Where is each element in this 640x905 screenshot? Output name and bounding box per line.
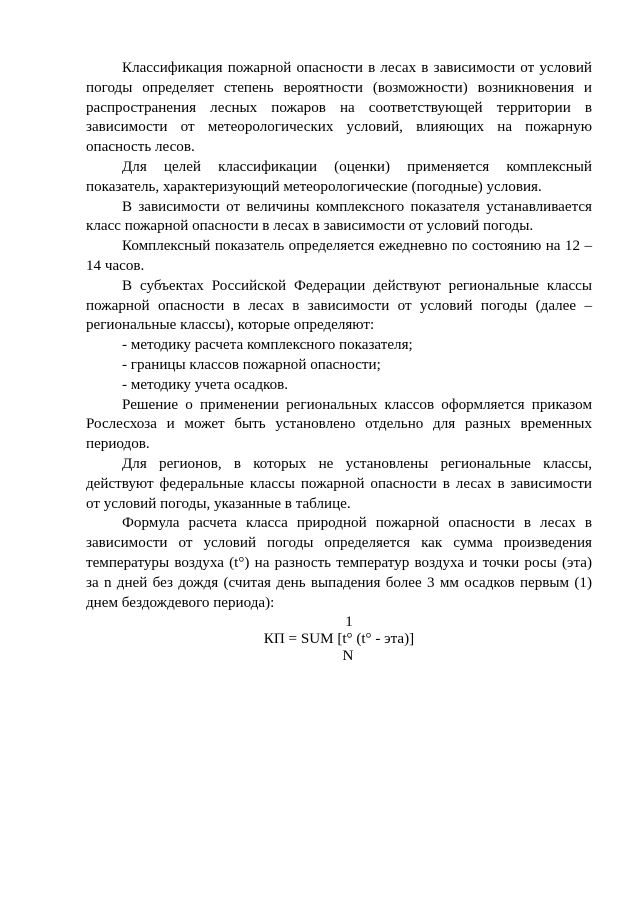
paragraph-regional-classes: В субъектах Российской Федерации действуют региональные классы пожарной опасности в лесах в зависимости от условий погоды (далее – региональные классы), которые определяют: [86,277,592,334]
paragraph-formula-description: Формула расчета класса природной пожарной опасности в лесах в зависимости от условий погоды определяется как сумма произведения температуры воздуха (t°) на разность температур воздуха и точки росы (эта) за n дней без дождя (считая день выпадения более 3 мм осадков первым (1) днем бездождевого периода): [86,515,592,611]
formula-block [86,614,592,665]
paragraph-rosleskhoz-order: Решение о применении региональных классов оформляется приказом Рослесхоза и может быть установлено отдельно для разных временных периодов. [86,396,592,453]
paragraph-complex-indicator: Для целей классификации (оценки) применяется комплексный показатель, характеризующий метеорологичеcкие (погодные) условия. [86,158,592,195]
paragraph-federal-classes: Для регионов, в которых не установлены региональные классы, действуют федеральные классы пожарной опасности в лесах в зависимости от условий погоды, указанные в таблице. [86,455,592,512]
formula-expression: КП = SUM [t° (t° - эта)] [263,631,415,648]
paragraph-daily-calculation: Комплексный показатель определяется ежедневно по состоянию на 12 – 14 часов. [86,238,592,274]
paragraph-classification-definition: Классификация пожарной опасности в лесах в зависимости от условий погоды определяет степень вероятности (возможности) возникновения и распространения лесных пожаров на соответствующей территории в зависимости от метеорологических условий, влияющих на пожарную опасность лесов. [86,60,592,156]
list-item-calculation-method: - методику расчета комплексного показателя; [122,337,413,354]
paragraph-class-dependency: В зависимости от величины комплексного показателя устанавливается класс пожарной опасности в лесах в зависимости от условий погоды. [86,198,592,235]
formula-denominator: N [342,648,354,665]
document-page [86,59,592,665]
list-item-precipitation-method: - методику учета осадков. [122,376,289,393]
formula-numerator: 1 [345,614,353,631]
list-item-class-boundaries: - границы классов пожарной опасности; [122,356,381,373]
